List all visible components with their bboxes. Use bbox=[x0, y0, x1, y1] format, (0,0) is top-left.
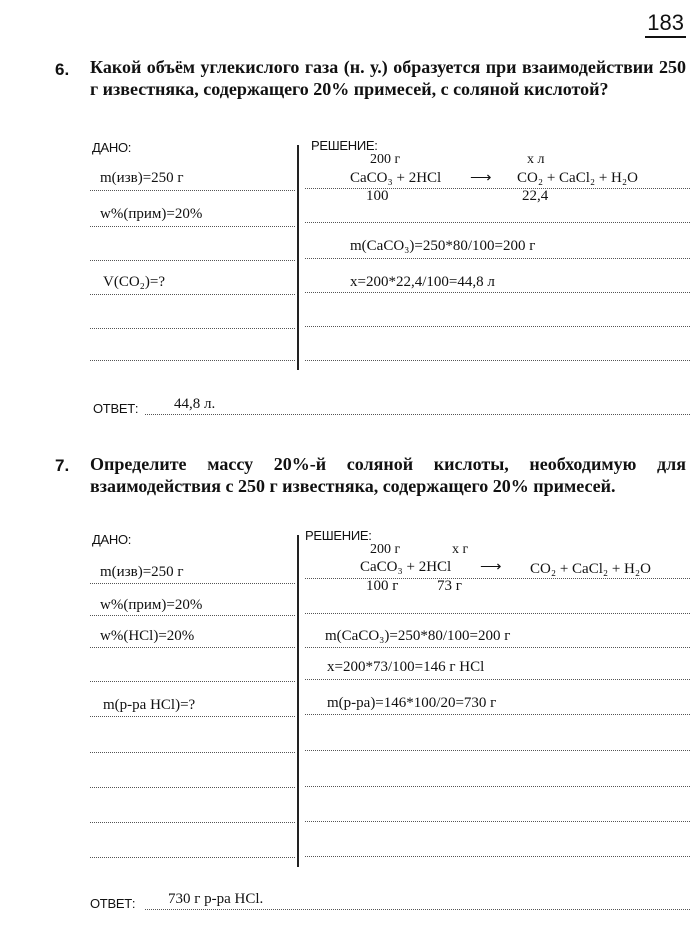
equation-right: CO₂ + CaCl₂ + H₂O bbox=[530, 561, 651, 577]
problem-6-number: 6. bbox=[55, 60, 70, 79]
equation-left: CaCO₃ + 2HCl bbox=[360, 559, 452, 575]
answer-value: 730 г р-ра HCl. bbox=[168, 891, 264, 907]
solution-step: x=200*22,4/100=44,8 л bbox=[350, 274, 495, 290]
given-label: ДАНО: bbox=[92, 532, 132, 547]
eq-below-left: 100 bbox=[366, 188, 389, 204]
solution-label: РЕШЕНИЕ: bbox=[311, 138, 378, 153]
answer-label: ОТВЕТ: bbox=[90, 896, 136, 911]
given-item: V(CO₂)=? bbox=[103, 274, 166, 290]
eq-above-left: 200 г bbox=[370, 542, 401, 557]
solution-step: x=200*73/100=146 г HCl bbox=[327, 659, 485, 675]
solution-label: РЕШЕНИЕ: bbox=[305, 528, 372, 543]
problem-7-number: 7. bbox=[55, 456, 70, 475]
eq-below-left: 100 г bbox=[366, 578, 399, 594]
eq-above-right: х г bbox=[452, 542, 469, 557]
column-divider bbox=[297, 145, 299, 370]
equation-right: CO₂ + CaCl₂ + H₂O bbox=[517, 170, 638, 186]
given-item: w%(прим)=20% bbox=[100, 597, 203, 613]
solution-step: m(CaCO₃)=250*80/100=200 г bbox=[350, 238, 536, 254]
eq-below-right: 22,4 bbox=[522, 188, 549, 204]
solution-step: m(р-ра)=146*100/20=730 г bbox=[327, 695, 497, 711]
solution-step: m(CaCO₃)=250*80/100=200 г bbox=[325, 628, 511, 644]
eq-below-right: 73 г bbox=[437, 578, 462, 594]
column-divider bbox=[297, 535, 299, 867]
equation-left: CaCO₃ + 2HCl bbox=[350, 170, 442, 186]
problem-7-question: Определите массу 20%-й соляной кислоты, необходимую для взаимодействия с 250 г известняка, содержащего 20% примесей. bbox=[90, 454, 686, 496]
answer-value: 44,8 л. bbox=[174, 396, 216, 412]
problem-6-question: Какой объём углекислого газа (н. у.) образуется при взаимодействии 250 г известняка, содержащего 20% примесей, с соляной кислотой? bbox=[90, 57, 686, 99]
given-item: m(изв)=250 г bbox=[100, 564, 184, 580]
given-item: w%(прим)=20% bbox=[100, 206, 203, 222]
arrow: ⟶ bbox=[480, 559, 502, 575]
eq-above-right: х л bbox=[527, 152, 545, 167]
given-item: m(изв)=250 г bbox=[100, 170, 184, 186]
given-item: w%(HCl)=20% bbox=[100, 628, 195, 644]
given-label: ДАНО: bbox=[92, 140, 132, 155]
given-item: m(р-ра HCl)=? bbox=[103, 697, 196, 713]
eq-above-left: 200 г bbox=[370, 152, 401, 167]
arrow: ⟶ bbox=[470, 170, 492, 186]
answer-label: ОТВЕТ: bbox=[93, 401, 139, 416]
page-number: 183 bbox=[645, 10, 686, 38]
